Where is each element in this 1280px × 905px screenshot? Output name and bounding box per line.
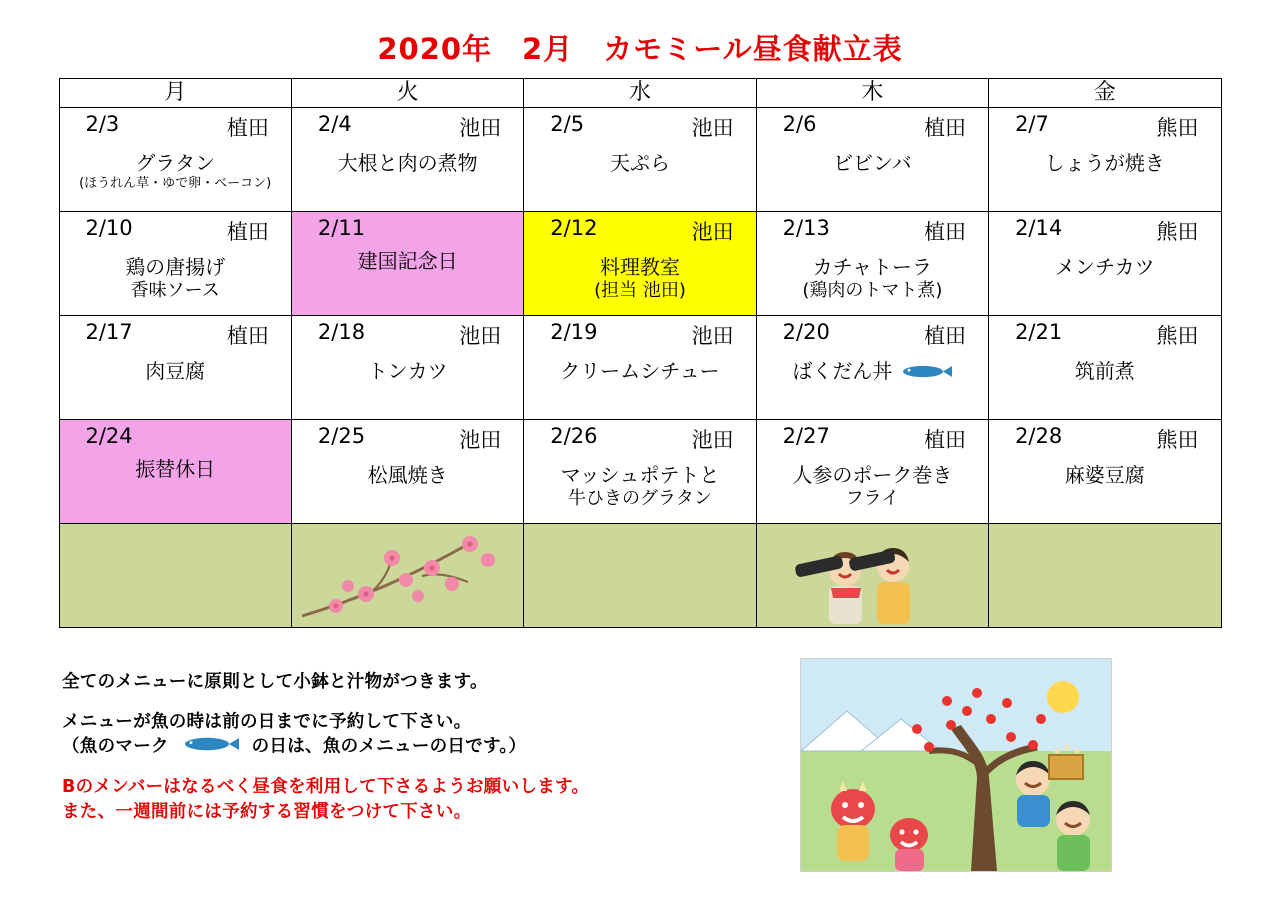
day-header	[989, 212, 1220, 246]
note-line-3-pre: （魚のマーク	[62, 736, 169, 757]
day-header	[524, 316, 755, 350]
day-date: 2/13	[782, 216, 830, 240]
day-header	[292, 420, 523, 454]
day-menu	[989, 454, 1220, 488]
calendar-week-row	[59, 316, 1221, 420]
day-menu-main: 大根と肉の煮物	[337, 151, 478, 175]
setsubun-illustration	[800, 658, 1112, 872]
fish-icon	[900, 361, 952, 385]
calendar-day-cell	[59, 108, 291, 212]
day-menu-main: 筑前煮	[1074, 359, 1135, 383]
day-menu-main: 料理教室	[599, 255, 680, 279]
day-staff: 池田	[691, 428, 734, 452]
day-menu-main: 天ぷら	[609, 151, 670, 175]
day-staff: 植田	[226, 220, 269, 244]
calendar-day-cell	[524, 316, 756, 420]
day-header	[989, 108, 1220, 142]
day-date: 2/4	[317, 112, 352, 136]
calendar-table	[59, 78, 1222, 628]
day-date: 2/21	[1015, 320, 1063, 344]
weekday-header-tue: 火	[291, 79, 523, 108]
day-menu-main: ばくだん丼	[792, 359, 893, 383]
note-line-3	[62, 736, 762, 757]
day-menu-main: 建国記念日	[357, 249, 458, 273]
calendar-day-cell	[756, 420, 988, 524]
decoration-empty-cell	[524, 524, 756, 628]
day-date: 2/11	[317, 216, 366, 240]
day-menu-sub: (担当 池田)	[594, 279, 686, 301]
calendar-day-cell	[989, 108, 1221, 212]
page-title: 2020年 2月 カモミール昼食献立表	[377, 32, 903, 66]
fish-icon	[181, 736, 239, 757]
weekday-header-wed: 水	[524, 79, 756, 108]
calendar-week-row	[59, 108, 1221, 212]
calendar-day-cell	[989, 316, 1221, 420]
day-menu	[757, 246, 988, 301]
day-staff: 植田	[226, 324, 269, 348]
day-date: 2/14	[1015, 216, 1063, 240]
day-staff: 池田	[691, 220, 734, 244]
day-menu-main: 麻婆豆腐	[1064, 463, 1145, 487]
day-header	[524, 108, 755, 142]
day-header	[757, 108, 988, 142]
calendar-day-cell	[291, 420, 523, 524]
day-date: 2/20	[782, 320, 830, 344]
day-date: 2/5	[550, 112, 585, 136]
day-header	[757, 420, 988, 454]
day-staff	[501, 216, 507, 240]
day-staff: 池田	[459, 428, 502, 452]
weekday-header-thu: 木	[756, 79, 988, 108]
day-header	[989, 316, 1220, 350]
day-menu	[292, 350, 523, 384]
day-staff: 池田	[459, 116, 502, 140]
menu-calendar	[59, 78, 1222, 628]
day-menu-main: 肉豆腐	[145, 359, 206, 383]
day-staff: 植田	[924, 324, 967, 348]
day-menu-main: 振替休日	[135, 457, 216, 481]
day-menu	[989, 246, 1220, 280]
day-header	[60, 212, 291, 246]
day-date: 2/12	[550, 216, 598, 240]
day-date: 2/6	[782, 112, 817, 136]
calendar-header-row	[59, 79, 1221, 108]
day-date: 2/24	[85, 424, 133, 448]
day-date: 2/18	[317, 320, 366, 344]
day-header	[757, 316, 988, 350]
note-line-4: Bのメンバーはなるべく昼食を利用して下さるようお願いします。	[62, 777, 590, 798]
day-staff	[269, 424, 275, 448]
day-menu	[757, 142, 988, 176]
calendar-day-cell	[59, 316, 291, 420]
day-menu-main: ビビンバ	[833, 151, 912, 175]
calendar-day-cell	[756, 316, 988, 420]
calendar-week-row	[59, 212, 1221, 316]
day-date: 2/25	[317, 424, 366, 448]
day-staff: 植田	[924, 428, 967, 452]
day-menu-sub: 牛ひきのグラタン	[568, 487, 712, 509]
day-menu-sub: (ほうれん草・ゆで卵・ベーコン)	[79, 175, 272, 191]
day-menu	[989, 142, 1220, 176]
weekday-header-fri: 金	[989, 79, 1221, 108]
calendar-day-cell	[524, 420, 756, 524]
calendar-day-cell	[756, 212, 988, 316]
day-staff: 植田	[924, 220, 967, 244]
calendar-day-cell	[291, 316, 523, 420]
day-menu-main: 鶏の唐揚げ	[125, 255, 226, 279]
day-header	[292, 108, 523, 142]
calendar-day-cell	[291, 212, 523, 316]
day-header	[989, 420, 1220, 454]
plum-blossom-illustration	[291, 524, 523, 628]
calendar-week-row	[59, 420, 1221, 524]
day-menu	[60, 350, 291, 384]
day-menu	[524, 454, 755, 509]
setsubun-children-illustration	[756, 524, 988, 628]
day-menu	[60, 142, 291, 192]
day-menu-main: 人参のポーク巻き	[792, 463, 953, 487]
day-staff: 池田	[691, 116, 734, 140]
calendar-decoration-row	[59, 524, 1221, 628]
day-date: 2/28	[1015, 424, 1063, 448]
day-header	[60, 316, 291, 350]
day-header	[60, 108, 291, 142]
day-menu-main: トンカツ	[367, 359, 448, 383]
day-menu	[757, 350, 988, 384]
day-date: 2/19	[550, 320, 598, 344]
calendar-day-cell	[59, 212, 291, 316]
day-staff: 池田	[459, 324, 502, 348]
note-line-2: メニューが魚の時は前の日までに予約して下さい。	[62, 712, 472, 733]
day-menu-sub: (鶏肉のトマト煮)	[802, 279, 943, 301]
day-menu	[292, 454, 523, 488]
day-menu-sub: 香味ソース	[130, 279, 220, 301]
day-menu-main: マッシュポテトと	[560, 463, 720, 487]
calendar-day-cell	[989, 212, 1221, 316]
day-menu	[524, 350, 755, 384]
day-header	[757, 212, 988, 246]
day-staff: 熊田	[1156, 324, 1199, 348]
day-menu	[292, 240, 523, 274]
day-menu	[60, 246, 291, 301]
day-staff: 植田	[226, 116, 269, 140]
decoration-empty-cell	[59, 524, 291, 628]
calendar-body	[59, 108, 1221, 628]
day-staff: 植田	[924, 116, 967, 140]
note-line-1: 全てのメニューに原則として小鉢と汁物がつきます。	[62, 672, 488, 692]
day-header	[524, 212, 755, 246]
day-staff: 熊田	[1156, 220, 1199, 244]
day-menu-main: 松風焼き	[367, 463, 448, 487]
day-staff: 熊田	[1156, 116, 1199, 140]
note-line-3-post: の日は、魚のメニューの日です。）	[251, 736, 527, 757]
day-date: 2/26	[550, 424, 598, 448]
day-menu	[60, 448, 291, 482]
day-menu	[757, 454, 988, 509]
calendar-day-cell	[524, 212, 756, 316]
day-date: 2/10	[85, 216, 133, 240]
calendar-day-cell	[756, 108, 988, 212]
day-header	[60, 420, 291, 448]
note-line-5: また、一週間前には予約する習慣をつけて下さい。	[62, 801, 472, 822]
day-menu-main: グラタン	[135, 151, 216, 175]
day-menu-main: しょうが焼き	[1044, 151, 1165, 175]
day-menu	[292, 142, 523, 176]
day-menu	[989, 350, 1220, 384]
day-staff: 池田	[691, 324, 734, 348]
calendar-day-cell	[524, 108, 756, 212]
day-menu-sub: フライ	[845, 487, 900, 509]
day-header	[292, 212, 523, 240]
day-menu	[524, 142, 755, 176]
day-date: 2/3	[85, 112, 120, 136]
day-menu	[524, 246, 755, 301]
calendar-day-cell	[59, 420, 291, 524]
calendar-day-cell	[291, 108, 523, 212]
decoration-empty-cell	[989, 524, 1221, 628]
day-staff: 熊田	[1156, 428, 1199, 452]
calendar-day-cell	[989, 420, 1221, 524]
day-header	[524, 420, 755, 454]
day-date: 2/27	[782, 424, 830, 448]
day-menu-main: クリームシチュー	[560, 359, 720, 383]
weekday-header-mon: 月	[59, 79, 291, 108]
footer-notes	[62, 672, 762, 826]
day-menu-main: カチャトーラ	[812, 255, 933, 279]
day-date: 2/7	[1015, 112, 1049, 136]
day-date: 2/17	[85, 320, 133, 344]
day-menu-main: メンチカツ	[1054, 255, 1155, 279]
day-header	[292, 316, 523, 350]
